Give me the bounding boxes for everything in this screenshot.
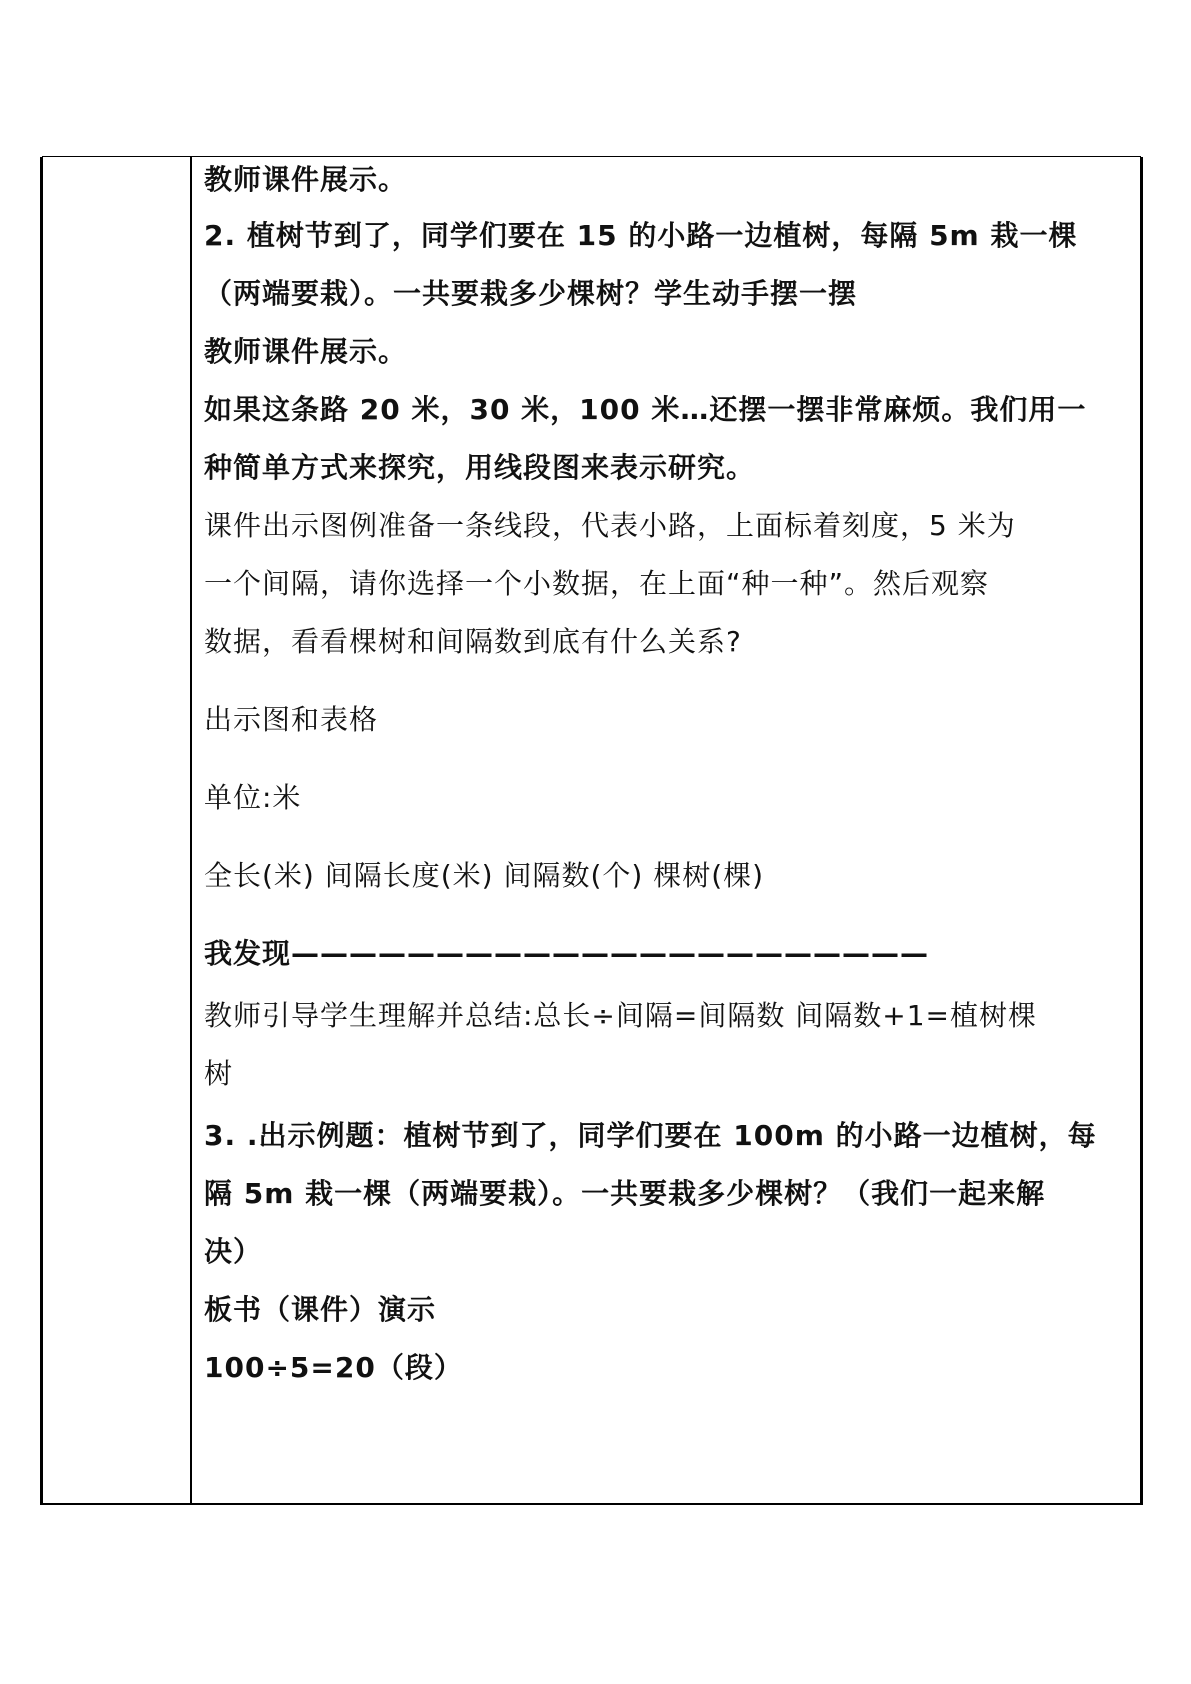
line-show-chart-table: 出示图和表格 <box>204 703 379 736</box>
line-calculation: 100÷5=20（段） <box>204 1351 463 1384</box>
line-example-1: 3. .出示例题：植树节到了，同学们要在 100m 的小路一边植树，每 <box>204 1119 1097 1152</box>
line-task-2-part1: 2. 植树节到了，同学们要在 15 的小路一边植树，每隔 5m 栽一棵 <box>204 219 1078 252</box>
line-example-2: 隔 5m 栽一棵（两端要栽）。一共要栽多少棵树？（我们一起来解 <box>204 1177 1046 1210</box>
line-board-demo: 板书（课件）演示 <box>204 1293 437 1326</box>
line-unit: 单位:米 <box>204 781 302 814</box>
line-table-headers: 全长(米) 间隔长度(米) 间隔数(个) 棵树(棵) <box>204 859 765 892</box>
line-road-length-2: 种简单方式来探究，用线段图来表示研究。 <box>204 451 756 484</box>
line-task-2-part2: （两端要栽）。一共要栽多少棵树？学生动手摆一摆 <box>204 277 858 310</box>
line-teacher-show-2: 教师课件展示。 <box>204 335 408 368</box>
line-courseware-1: 课件出示图例准备一条线段，代表小路，上面标着刻度，5 米为 <box>204 509 1016 542</box>
line-courseware-3: 数据，看看棵树和间隔数到底有什么关系? <box>204 625 742 658</box>
line-summary-1: 教师引导学生理解并总结:总长÷间隔=间隔数 间隔数+1=植树棵 <box>204 999 1037 1032</box>
line-road-length-1: 如果这条路 20 米，30 米，100 米…还摆一摆非常麻烦。我们用一 <box>204 393 1087 426</box>
line-summary-2: 树 <box>204 1057 234 1090</box>
line-i-found: 我发现—————————————————————— <box>204 937 930 970</box>
line-teacher-show-1: 教师课件展示。 <box>204 163 408 196</box>
line-courseware-2: 一个间隔，请你选择一个小数据，在上面“种一种”。然后观察 <box>204 567 990 600</box>
line-example-3: 决） <box>204 1235 263 1268</box>
table-left-cell <box>42 157 192 1503</box>
